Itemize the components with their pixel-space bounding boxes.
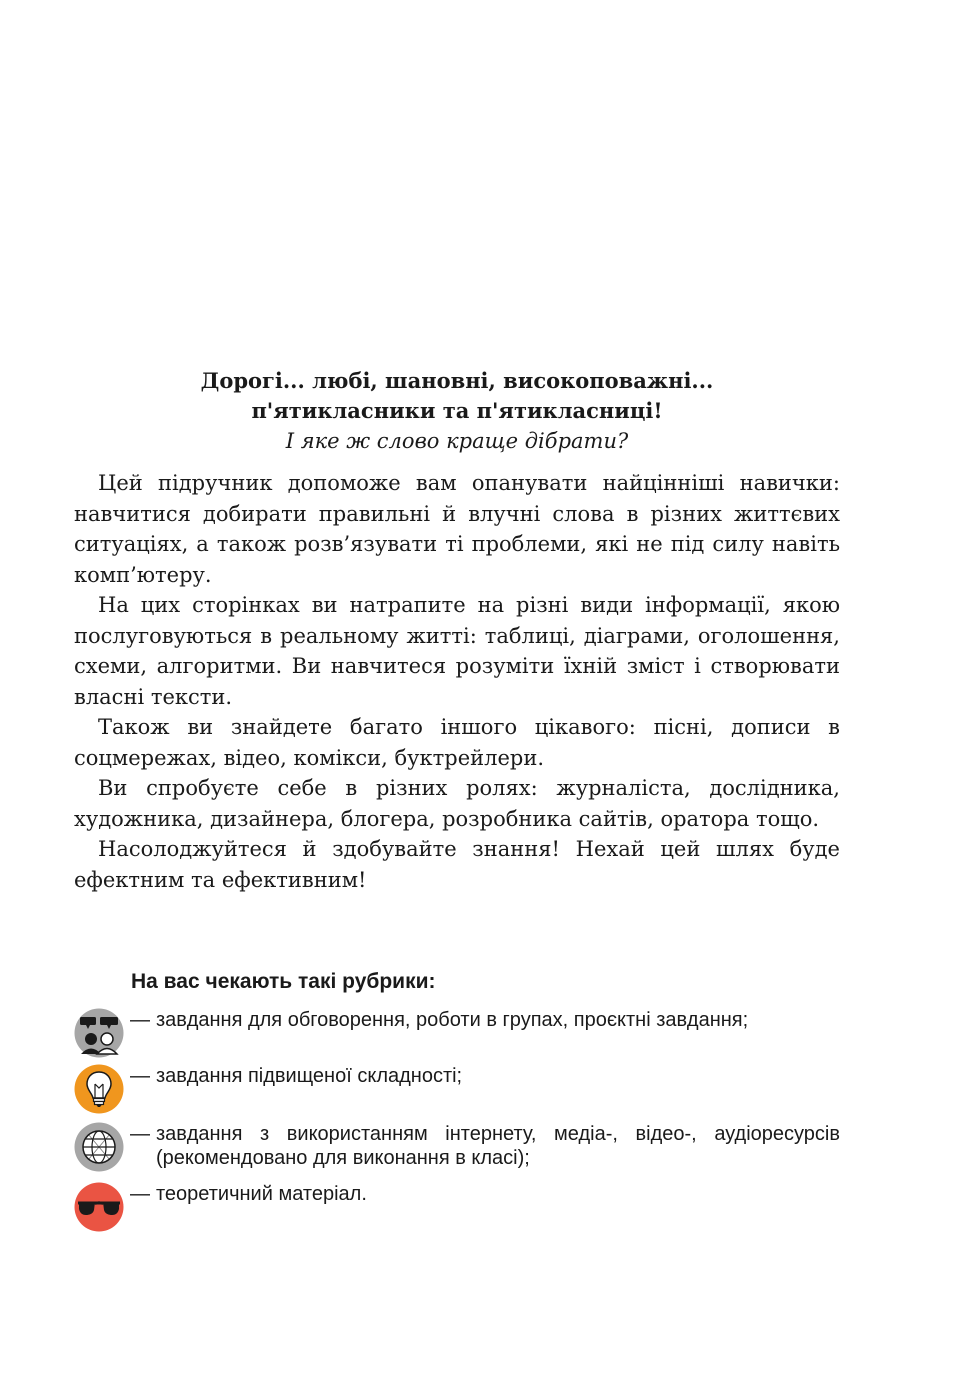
rubric-text: теоретичний матеріал. (156, 1183, 367, 1205)
rubric-dash: — (130, 1009, 150, 1031)
group-discussion-icon (74, 1008, 124, 1058)
lightbulb-icon (74, 1064, 124, 1114)
paragraph: Цей підручник допоможе вам опанувати найцінніші навички: навчитися добирати правильні й влучні слова в різних життєвих ситуаціях, а також розв’язувати ті проблеми, які не під силу навіть комп’ютеру. (74, 471, 840, 587)
rubric-item-lightbulb (74, 1064, 840, 1114)
greeting-line-2: п'ятикласники та п'ятикласниці! (251, 398, 663, 423)
rubrics-title: На вас чекають такі рубрики: (131, 970, 436, 993)
rubric-item-group (74, 1008, 840, 1058)
rubric-item-theory (74, 1182, 840, 1232)
paragraph: Ви спробуєте себе в різних ролях: журналіста, дослідника, художника, дизайнера, блогера, розробника сайтів, оратора тощо. (74, 776, 840, 831)
internet-globe-icon (74, 1122, 124, 1172)
rubric-item-internet (74, 1122, 840, 1172)
greeting-subtitle: І яке ж слово краще дібрати? (285, 429, 629, 453)
intro-text (74, 468, 840, 895)
paragraph: На цих сторінках ви натрапите на різні види інформації, якою послуговуються в реальному житті: таблиці, діаграми, оголошення, схеми, алгоритми. Ви навчитеся розуміти їхній зміст і створювати власні тексти. (74, 593, 840, 709)
rubric-dash: — (130, 1065, 150, 1087)
greeting-line-1: Дорогі... любі, шановні, високоповажні... (200, 368, 714, 393)
rubric-dash: — (130, 1123, 150, 1145)
paragraph: Також ви знайдете багато іншого цікавого: пісні, дописи в соцмережах, відео, комікси, буктрейлери. (74, 715, 840, 770)
rubric-text: завдання підвищеної складності; (156, 1065, 463, 1087)
rubric-text: завдання з використанням інтернету, медіа-, відео-, аудіоресурсів (рекомендовано для виконання в класі); (156, 1123, 840, 1169)
glasses-icon (74, 1182, 124, 1232)
paragraph: Насолоджуйтеся й здобувайте знання! Нехай цей шлях буде ефектним та ефективним! (74, 837, 840, 892)
rubric-dash: — (130, 1183, 150, 1205)
rubric-text: завдання для обговорення, роботи в групах, проєктні завдання; (156, 1009, 749, 1031)
greeting (74, 366, 840, 456)
